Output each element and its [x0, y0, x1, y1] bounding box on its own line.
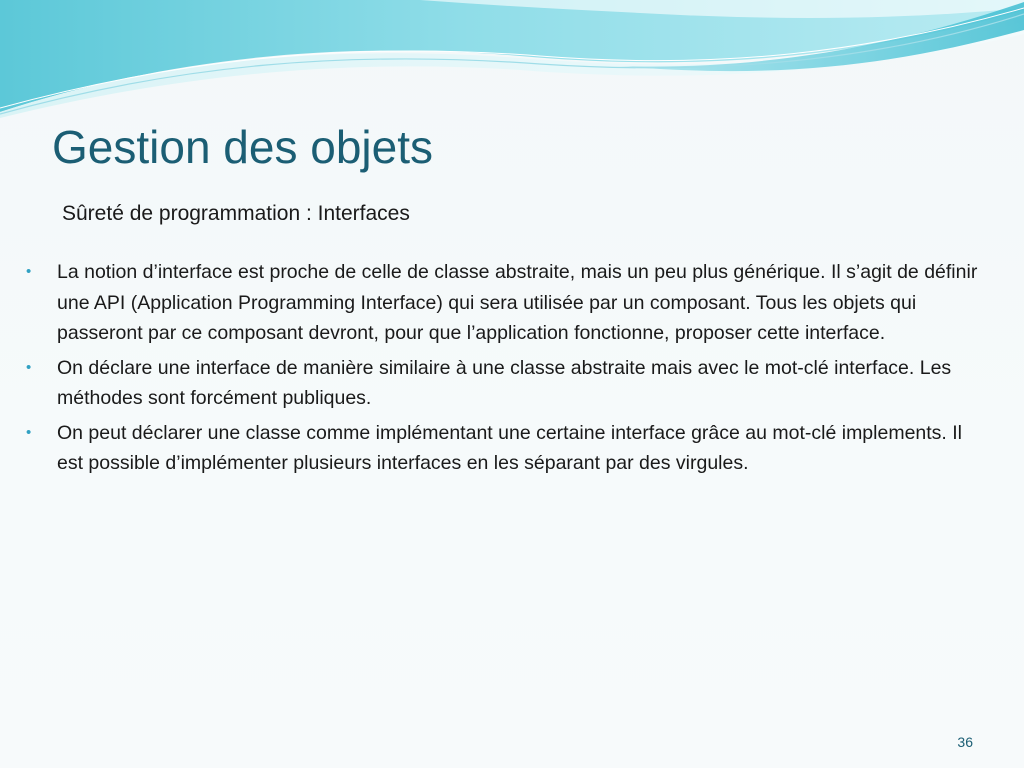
bullet-text: On déclare une interface de manière similaire à une classe abstraite mais avec le mot-clé interface. Les méthodes sont forcément publiques. — [57, 356, 952, 409]
slide-subtitle: Sûreté de programmation : Interfaces — [62, 202, 410, 225]
bullet-dot-icon: • — [26, 263, 32, 280]
page-number: 36 — [957, 734, 973, 750]
list-item — [26, 353, 986, 414]
bullet-list — [26, 257, 986, 483]
header-wave-decoration — [0, 0, 1024, 140]
slide-title: Gestion des objets — [52, 121, 434, 173]
list-item — [26, 418, 986, 479]
bullet-dot-icon: • — [26, 423, 32, 441]
list-item — [26, 257, 986, 349]
bullet-dot-icon: • — [26, 358, 32, 376]
bullet-text: La notion d’interface est proche de celle de classe abstraite, mais un peu plus générique. Il s’agit de définir une API (Application Programming Interface) qui sera utilisée par un composant. Tous les objets qui passeront par ce composant devront, pour que l’application fonctionne, proposer cette interface. — [57, 261, 978, 344]
bullet-text: On peut déclarer une classe comme implémentant une certaine interface grâce au mot-clé implements. Il est possible d’implémenter plusieurs interfaces en les séparant par des virgules. — [57, 421, 963, 474]
